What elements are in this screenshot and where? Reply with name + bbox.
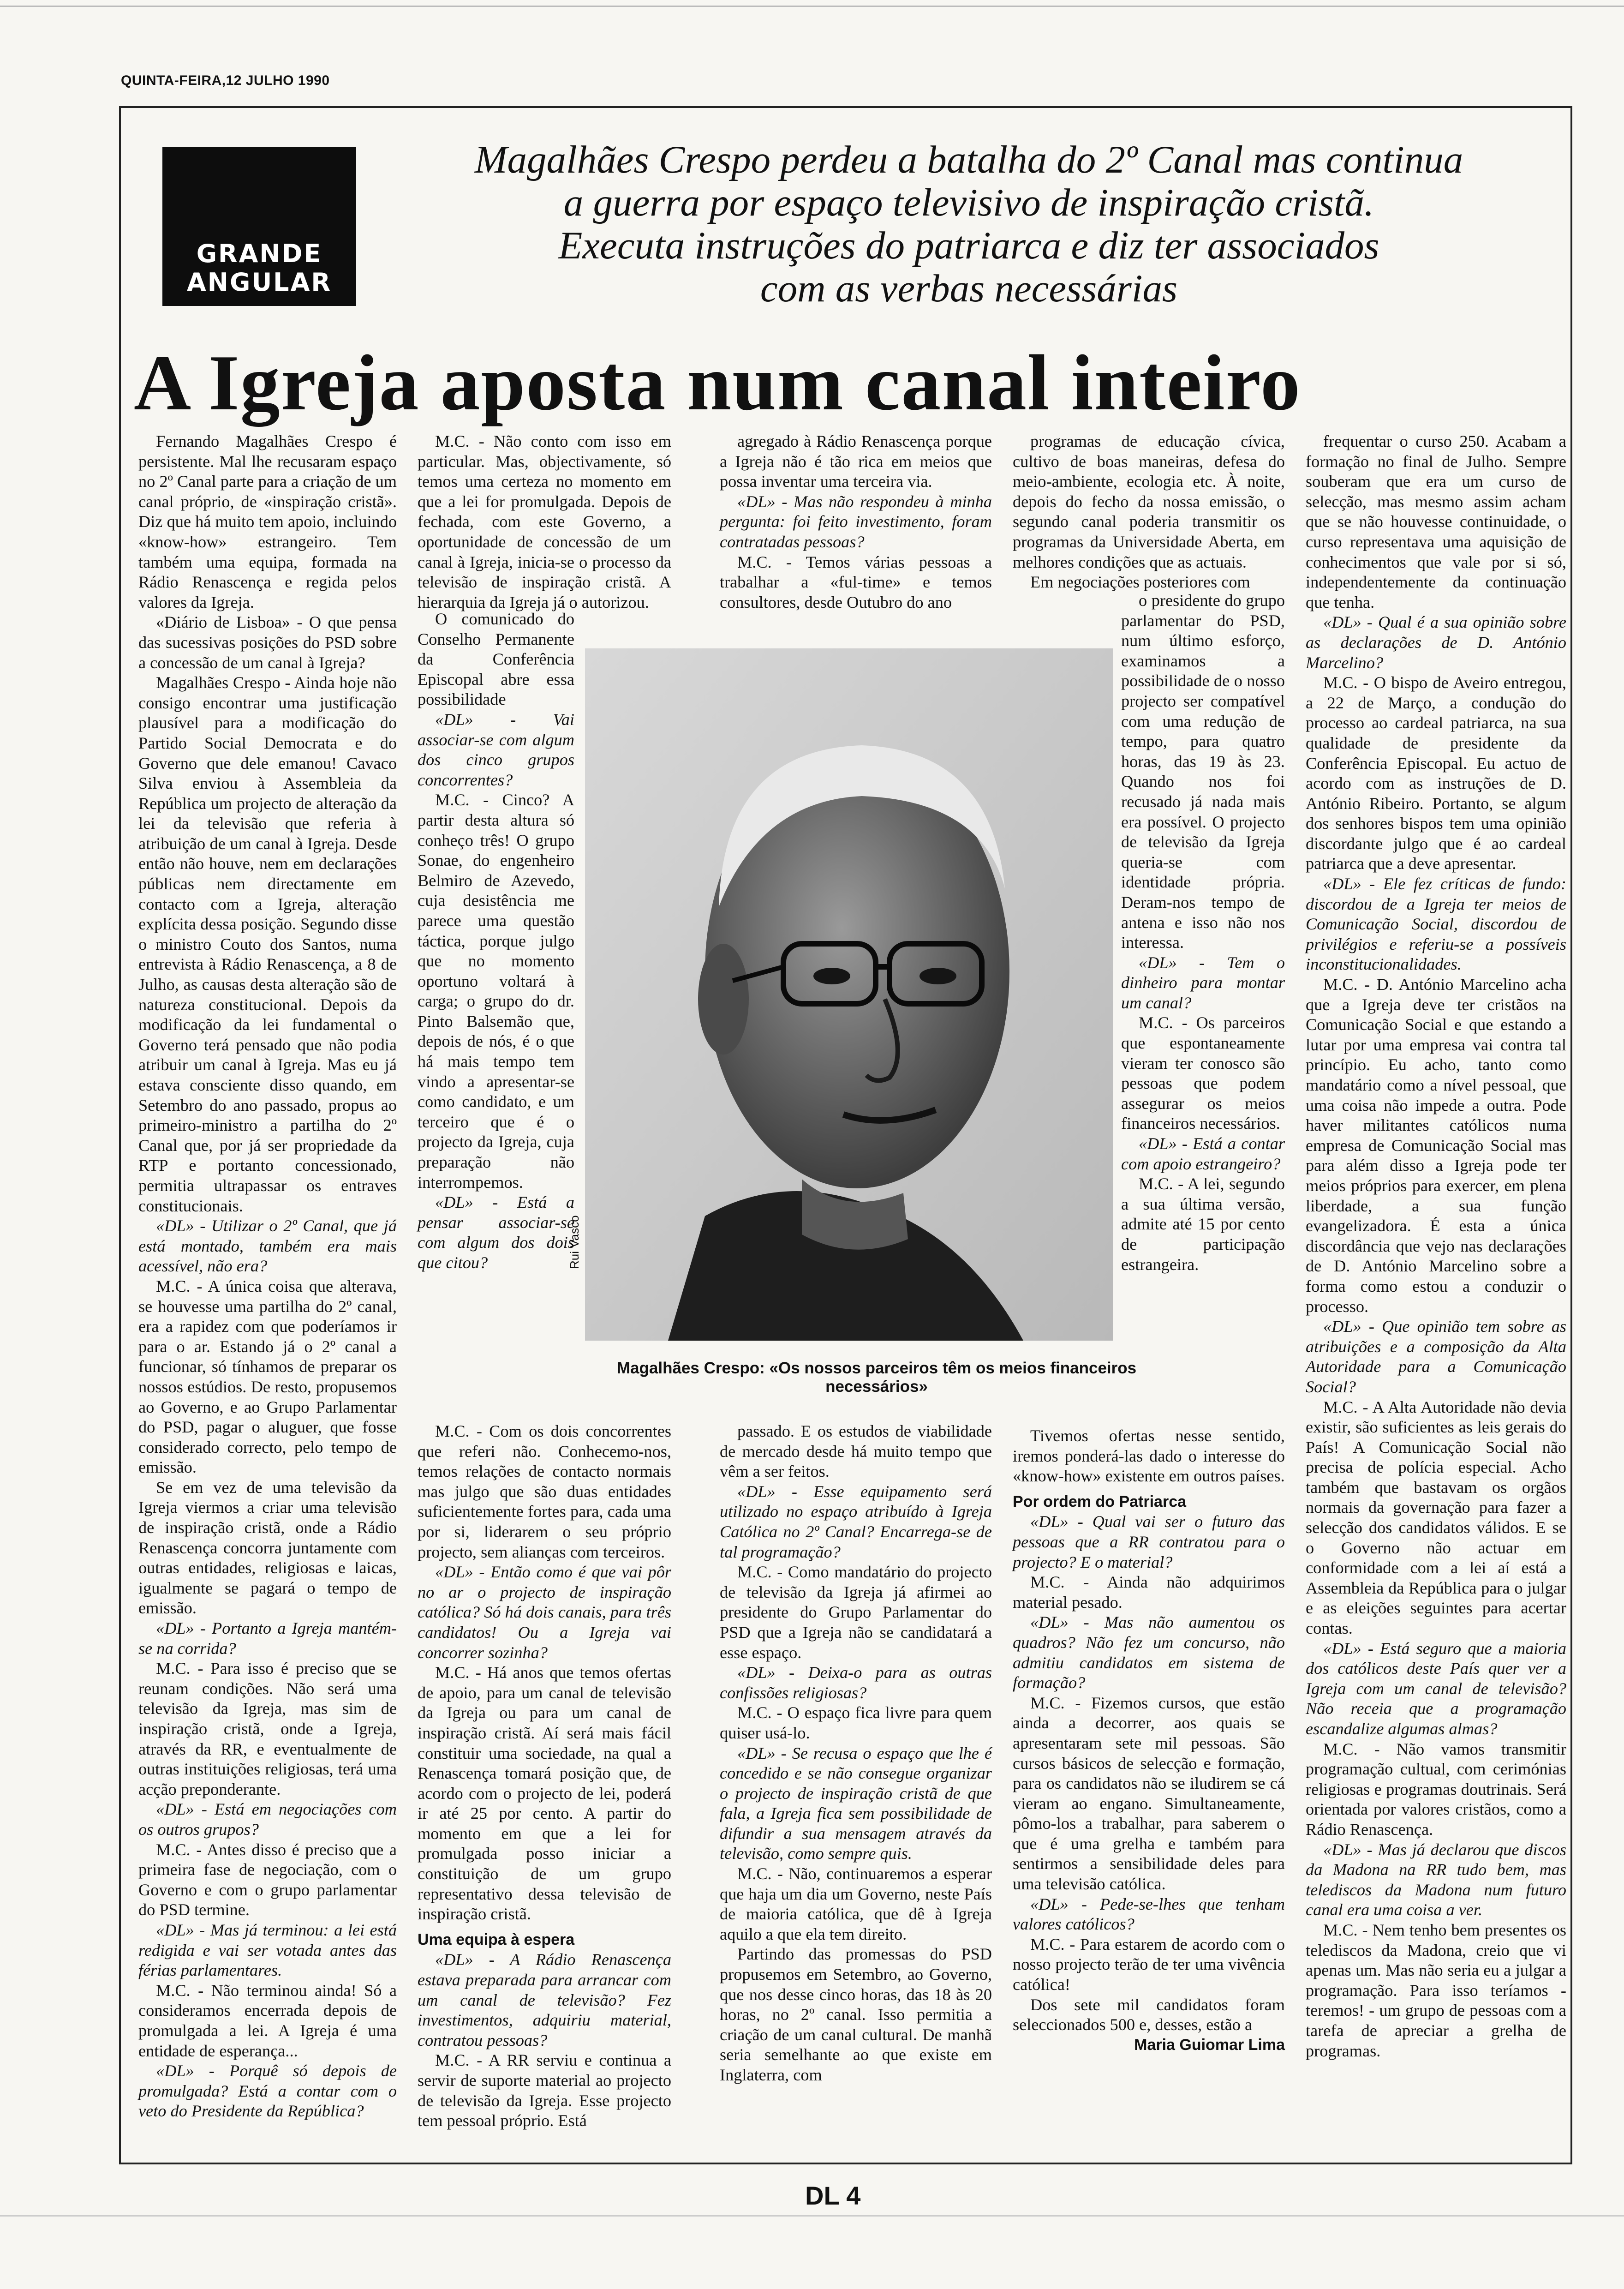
- paragraph: Dos sete mil candidatos foram seleccionados 500 e, desses, estão a: [1013, 1995, 1285, 2034]
- subheading: Uma equipa à espera: [418, 1930, 575, 1948]
- page-number-value: 4: [846, 2181, 861, 2210]
- headline: A Igreja aposta num canal inteiro: [134, 339, 1301, 427]
- paragraph: «DL» - Mas não aumentou os quadros? Não fez um concurso, não admitiu candidatos em sistema de formação?: [1013, 1613, 1285, 1692]
- column-4-bottom: [1013, 1426, 1285, 2114]
- paragraph: Fernando Magalhães Crespo é persistente. Mal lhe recusaram espaço no 2º Canal parte para a criação de um canal próprio, de «inspiração cristã». Diz que há muito tem apoio, incluindo «know-how» estrangeiro. Tem também uma equipa, formada na Rádio Renascença e regida pelos valores da Igreja.: [138, 432, 397, 611]
- paragraph: «DL» - Utilizar o 2º Canal, que já está montado, também era mais acessível, não era?: [138, 1216, 397, 1276]
- paragraph: «DL» - A Rádio Renascença estava preparada para arrancar com um canal de televisão? Fez investimentos, adquiriu material, contratou pessoas?: [418, 1950, 671, 2049]
- paragraph: M.C. - Para isso é preciso que se reunam condições. Não será uma televisão da Igreja, mas sim de inspiração cristã, onde a Igreja, através da RR, e eventualmente de outras instituições religiosas, terá uma acção preponderante.: [138, 1659, 397, 1798]
- section-badge-line1: GRANDE: [196, 239, 322, 268]
- dateline: QUINTA-FEIRA,12 JULHO 1990: [121, 73, 330, 88]
- paragraph: Partindo das promessas do PSD propusemos em Setembro, ao Governo, que nos desse cinco horas, das 18 às 20 horas, no 2º canal. Isso permitia a criação de um canal cultural. De manhã seria semelhante ao que existe em Inglaterra, com: [720, 1945, 992, 2084]
- deck-line: Executa instruções do patriarca e diz ter associados: [558, 224, 1379, 267]
- page-number: [805, 2181, 860, 2211]
- paragraph: «DL» - Vai associar-se com algum dos cinco grupos concorrentes?: [418, 710, 574, 789]
- paragraph: M.C. - Com os dois concorrentes que referi não. Conhecemo-nos, temos relações de contacto normais mas julgo que são duas entidades suficientemente fortes para, cada uma por si, liderarem o seu próprio projecto, sem alianças com terceiros.: [418, 1422, 671, 1561]
- paragraph: M.C. - O bispo de Aveiro entregou, a 22 de Março, a condução do processo ao cardeal patriarca, na sua qualidade de presidente da Conferência Episcopal. Eu actuo de acordo com as instruções de D. António Ribeiro. Portanto, se algum dos senhores bispos tem uma opinião discordante julgo que é ao cardeal patriarca que a deve apresentar.: [1306, 673, 1566, 873]
- subheading: Por ordem do Patriarca: [1013, 1492, 1187, 1510]
- paragraph: «DL» - Está seguro que a maioria dos católicos deste País quer ver a Igreja com um canal de televisão? Não receia que a programação escandalize algumas almas?: [1306, 1639, 1566, 1738]
- paragraph: «DL» - Ele fez críticas de fundo: discordou de a Igreja ter meios de Comunicação Social, discordou de privilégios e referiu-se a possíveis inconstitucionalidades.: [1306, 875, 1566, 974]
- paragraph: M.C. - O espaço fica livre para quem quiser usá-lo.: [720, 1703, 992, 1742]
- paragraph: M.C. - Para estarem de acordo com o nosso projecto terão de ter uma vivência católica!: [1013, 1935, 1285, 1994]
- paragraph: «DL» - Então como é que vai pôr no ar o projecto de inspiração católica? Só há dois canais, para três candidatos! Ou a Igreja vai concorrer sozinha?: [418, 1563, 671, 1662]
- paragraph: «Diário de Lisboa» - O que pensa das sucessivas posições do PSD sobre a concessão de um canal à Igreja?: [138, 613, 397, 672]
- paragraph: «DL» - Tem o dinheiro para montar um canal?: [1121, 953, 1285, 1012]
- paragraph: «DL» - Deixa-o para as outras confissões religiosas?: [720, 1663, 992, 1702]
- author-signature: Maria Guiomar Lima: [1134, 2036, 1285, 2054]
- paragraph: M.C. - Não vamos transmitir programação cultual, com cerimónias religiosas e programas doutrinais. Será orientada por valores cristãos, como a Rádio Renascença.: [1306, 1739, 1566, 1839]
- paragraph: «DL» - Porquê só depois de promulgada? Está a contar com o veto do Presidente da República?: [138, 2061, 397, 2121]
- paragraph: M.C. - A RR serviu e continua a servir de suporte material ao projecto de televisão da Igreja. Esse projecto tem pessoal próprio. Está: [418, 2051, 671, 2130]
- column-2-bottom: [418, 1421, 671, 2130]
- paragraph: M.C. - Fizemos cursos, que estão ainda a decorrer, aos quais se apresentaram sete mil pessoas. São cursos básicos de selecção e formação, para os candidatos não se iludirem se cá vieram ao engano. Simultaneamente, pômo-los a trabalhar, para saberem o que é uma grelha e também para sentirmos a sensibilidade deles para uma televisão católica.: [1013, 1693, 1285, 1894]
- paragraph: agregado à Rádio Renascença porque a Igreja não é tão rica em meios que possa inventar uma terceira via.: [720, 432, 992, 491]
- paragraph: M.C. - Não terminou ainda! Só a consideramos encerrada depois de promulgada a lei. A Igreja é uma entidade de esperança...: [138, 1981, 397, 2060]
- section-badge-line2: ANGULAR: [187, 268, 332, 297]
- footer-brand: DL: [805, 2181, 839, 2210]
- paragraph: M.C. - Os parceiros que espontaneamente vieram ter conosco são pessoas que podem assegurar os meios financeiros necessários.: [1121, 1013, 1285, 1133]
- column-4-top: [1013, 431, 1285, 591]
- column-3-top: [720, 431, 992, 611]
- deck-line: com as verbas necessárias: [760, 267, 1178, 310]
- paragraph: M.C. - A única coisa que alterava, se houvesse uma partilha do 2º canal, era a rapidez com que poderíamos ir para o ar. Estando já o 2º canal a funcionar, só tínhamos de preparar os nossos estúdios. De resto, propusemos ao Governo, e ao Grupo Parlamentar do PSD, pagar o aluguer, que fosse considerado correcto, pelo tempo de emissão.: [138, 1276, 397, 1477]
- paragraph: O comunicado do Conselho Permanente da Conferência Episcopal abre essa possibilidade: [418, 610, 574, 709]
- deck-line: Magalhães Crespo perdeu a batalha do 2º Canal mas continua: [474, 138, 1463, 181]
- paragraph: passado. E os estudos de viabilidade de mercado desde há muito tempo que vêm a ser feitos.: [720, 1422, 992, 1481]
- paragraph: «DL» - Qual vai ser o futuro das pessoas que a RR contratou para o projecto? E o material?: [1013, 1512, 1285, 1571]
- paragraph: «DL» - Mas não respondeu à minha pergunta: foi feito investimento, foram contratadas pessoas?: [720, 492, 992, 551]
- column-4-narrow: [1121, 591, 1285, 1426]
- paragraph: M.C. - Temos várias pessoas a trabalhar a «ful-time» e temos consultores, desde Outubro do ano: [720, 552, 992, 611]
- paragraph: frequentar o curso 250. Acabam a formação no final de Julho. Sempre souberam que era um curso de selecção, mas mesmo assim acham que se não houvesse continuidade, o curso representava uma aquisição de conhecimentos que vale por si só, independentemente da continuação que tenha.: [1306, 432, 1566, 611]
- paragraph: M.C. - A lei, segundo a sua última versão, admite até 15 por cento de participação estrangeira.: [1121, 1174, 1285, 1274]
- column-2-top: [418, 431, 671, 609]
- paragraph: «DL» - Que opinião tem sobre as atribuições e a composição da Alta Autoridade para a Comunicação Social?: [1306, 1317, 1566, 1396]
- paragraph: Tivemos ofertas nesse sentido, iremos ponderá-las dado o interesse do «know-how» existente em outros países.: [1013, 1426, 1285, 1486]
- paragraph: M.C. - A Alta Autoridade não devia existir, são suficientes as leis gerais do País! A Comunicação Social não precisa de polícia especial. Acho também que bastavam os orgãos normais da governação para fazer a selecção dos candidatos válidos. E se o Governo não actuar em conformidade com a lei aí está a Assembleia da República para o julgar e as eleições seguintes para acertar contas.: [1306, 1397, 1566, 1638]
- paragraph: M.C. - Há anos que temos ofertas de apoio, para um canal de televisão da Igreja ou para um canal de inspiração cristã. Aí será mais fácil constituir uma sociedade, na qual a Renascença tomará posição que, de acordo com o projecto de lei, poderá ir até 25 por cento. A partir do momento em que a lei for promulgada posso iniciar a constituição de um grupo representativo dessa televisão de inspiração cristã.: [418, 1663, 671, 1923]
- portrait-photo: [585, 648, 1113, 1341]
- paragraph: M.C. - Nem tenho bem presentes os telediscos da Madona, creio que vi apenas um. Mas não seria eu a julgar a programação. Para isso teríamos - teremos! - um grupo de pessoas com a tarefa de apreciar a grelha de programas.: [1306, 1920, 1566, 2060]
- paragraph: «DL» - Está em negociações com os outros grupos?: [138, 1800, 397, 1839]
- column-2-narrow: [418, 609, 574, 1421]
- paragraph: Se em vez de uma televisão da Igreja viermos a criar uma televisão de inspiração cristã, onde a Rádio Renascença concorra juntamente com outras entidades, religiosas e laicas, igualmente se pagará o tempo de emissão.: [138, 1478, 397, 1618]
- paragraph: M.C. - Não conto com isso em particular. Mas, objectivamente, só temos uma certeza no momento em que a lei for promulgada. Depois de fechada, com este Governo, a oportunidade de concessão de um canal à Igreja, inicia-se o processo da televisão de inspiração cristã. A hierarquia da Igreja já o autorizou.: [418, 432, 671, 611]
- column-5: [1306, 431, 1566, 2074]
- photo-credit: Rui Vasco: [567, 1215, 581, 1269]
- paragraph: «DL» - Qual é a sua opinião sobre as declarações de D. António Marcelino?: [1306, 613, 1566, 672]
- paragraph: «DL» - Está a pensar associar-se com algum dos dois que citou?: [418, 1193, 574, 1272]
- paragraph: «DL» - Está a contar com apoio estrangeiro?: [1121, 1134, 1285, 1173]
- paragraph: «DL» - Mas já terminou: a lei está redigida e vai ser votada antes das férias parlamentares.: [138, 1920, 397, 1980]
- paragraph: programas de educação cívica, cultivo de boas maneiras, defesa do meio-ambiente, ecologia etc. À noite, depois do fecho da nossa emissão, o segundo canal poderia transmitir os programas da Universidade Aberta, em melhores condições que as actuais.: [1013, 432, 1285, 571]
- paragraph: M.C. - Antes disso é preciso que a primeira fase de negociação, com o Governo e com o grupo parlamentar do PSD termine.: [138, 1840, 397, 1919]
- top-scan-line: [0, 6, 1624, 7]
- paragraph: «DL» - Pede-se-lhes que tenham valores católicos?: [1013, 1894, 1285, 1934]
- paragraph: Em negociações posteriores com: [1030, 573, 1250, 592]
- paragraph: M.C. - Cinco? A partir desta altura só conheço três! O grupo Sonae, do engenheiro Belmiro de Azevedo, cuja desistência me parece uma questão táctica, porque julgo que no momento oportuno voltará à carga; o grupo do dr. Pinto Balsemão que, depois de nós, é o que há mais tempo tem vindo a apresentar-se como candidato, e um terceiro que é o projecto da Igreja, cuja preparação não interrompemos.: [418, 791, 574, 1192]
- column-1: [138, 431, 397, 2121]
- paragraph: M.C. - D. António Marcelino acha que a Igreja deve ter cristãos na Comunicação Social e que estando a lutar por uma empresa vai contra tal princípio. Eu acho, tanto como mandatário como a nível pessoal, que uma coisa não impede a outra. Pode haver militantes católicos numa empresa de Comunicação Social mas para além disso a Igreja pode ter meios próprios para exercer, em plena liberdade, a sua função evangelizadora. É esta a única discordância que vejo nas declarações de D. António Marcelino sobre a forma como estou a conduzir o processo.: [1306, 975, 1566, 1316]
- paragraph: M.C. - Ainda não adquirimos material pesado.: [1013, 1573, 1285, 1612]
- paragraph: «DL» - Portanto a Igreja mantém-se na corrida?: [138, 1619, 397, 1658]
- portrait-illustration: [585, 648, 1113, 1341]
- photo-caption: Magalhães Crespo: «Os nossos parceiros têm os meios financeiros necessários»: [616, 1359, 1137, 1396]
- paragraph: Magalhães Crespo - Ainda hoje não consigo encontrar uma justificação plausível para a modificação do Partido Social Democrata e do Governo que dele emanou! Cavaco Silva enviou à Assembleia da República um projecto de alteração da lei da televisão que referia à atribuição de um canal à Igreja. Desde então não houve, nem em declarações públicas nem directamente em contacto com a Igreja, alteração explícita dessa posição. Segundo disse o ministro Couto dos Santos, numa entrevista à Rádio Renascença, a 8 de Julho, as causas desta alteração são de natureza constitucional. Depois da modificação da lei fundamental o Governo terá pensado que não podia atribuir um canal à Igreja. Mas eu já estava consciente disso quando, em Setembro do ano passado, propus ao primeiro-ministro a partilha do 2º Canal que, por já ser propriedade da RTP e portanto concessionado, permitia ultrapassar os entraves constitucionais.: [138, 673, 397, 1215]
- column-3-bottom: [720, 1421, 992, 2086]
- paragraph: M.C. - Como mandatário do projecto de televisão da Igreja já afirmei ao presidente do Grupo Parlamentar do PSD que a Igreja não se candidatará a esse espaço.: [720, 1563, 992, 1662]
- deck-line: a guerra por espaço televisivo de inspiração cristã.: [563, 181, 1374, 224]
- paragraph: M.C. - Não, continuaremos a esperar que haja um dia um Governo, neste País de maioria católica, que dê à Igreja aquilo a que ela tem direito.: [720, 1864, 992, 1943]
- deck: [378, 138, 1559, 310]
- paragraph: o presidente do grupo parlamentar do PSD, num último esforço, examinamos a possibilidade de o nosso projecto ser compatível com uma redução de tempo, para quatro horas, das 19 às 23. Quando nos foi recusado já nada mais era possível. O projecto de televisão da Igreja queria-se com identidade própria. Deram-nos tempo de antena e isso não nos interessa.: [1121, 591, 1285, 952]
- paragraph: «DL» - Se recusa o espaço que lhe é concedido e se não consegue organizar o projecto de inspiração cristã de que fala, a Igreja fica sem possibilidade de difundir a sua mensagem através da televisão, como sempre quis.: [720, 1744, 992, 1863]
- section-badge: [162, 147, 356, 306]
- paragraph: «DL» - Esse equipamento será utilizado no espaço atribuído à Igreja Católica no 2º Canal? Encarrega-se de tal programação?: [720, 1482, 992, 1561]
- paragraph: «DL» - Mas já declarou que discos da Madona na RR tudo bem, mas telediscos da Madona num futuro canal era uma coisa a ver.: [1306, 1840, 1566, 1919]
